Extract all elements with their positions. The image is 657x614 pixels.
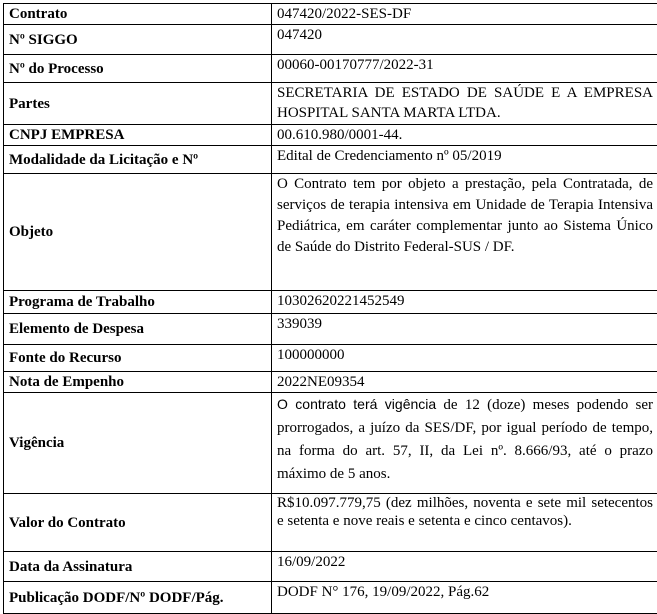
row-label: Vigência: [4, 393, 272, 494]
table-row: [4, 552, 657, 582]
row-label: Fonte do Recurso: [4, 345, 272, 372]
table-row: [4, 314, 657, 345]
row-label: Data da Assinatura: [4, 552, 272, 582]
row-label: Elemento de Despesa: [4, 314, 272, 345]
row-value: 047420/2022-SES-DF: [272, 4, 657, 25]
table-row: [4, 174, 657, 291]
table-row: [4, 125, 657, 146]
row-value: SECRETARIA DE ESTADO DE SAÚDE E A EMPRESA HOSPITAL SANTA MARTA LTDA.: [272, 83, 657, 125]
row-label: Nº SIGGO: [4, 25, 272, 55]
vigencia-prefix: O contrato terá vigência: [277, 396, 436, 412]
table-row: [4, 393, 657, 494]
row-label: CNPJ EMPRESA: [4, 125, 272, 146]
row-value: 100000000: [272, 345, 657, 372]
table-row: [4, 25, 657, 55]
table-row: [4, 345, 657, 372]
row-label: Nº do Processo: [4, 55, 272, 83]
table-row: [4, 83, 657, 125]
row-label: Publicação DODF/Nº DODF/Pág.: [4, 582, 272, 614]
row-value: 10302620221452549: [272, 291, 657, 314]
row-label: Nota de Empenho: [4, 372, 272, 393]
row-label: Partes: [4, 83, 272, 125]
row-value: O Contrato tem por objeto a prestação, pela Contratada, de serviços de terapia intensiva em Unidade de Terapia Intensiva Pediátrica, em caráter complementar junto ao Sistema Único de Saúde do Distrito Federal-SUS / DF.: [272, 174, 657, 291]
row-value: 00060-00170777/2022-31: [272, 55, 657, 83]
contract-summary-table: [3, 3, 657, 614]
table-row: [4, 582, 657, 614]
table-row: [4, 372, 657, 393]
table-row: [4, 494, 657, 552]
row-value: 2022NE09354: [272, 372, 657, 393]
row-value: Edital de Credenciamento nº 05/2019: [272, 146, 657, 174]
row-value: 047420: [272, 25, 657, 55]
table-row: [4, 4, 657, 25]
table-row: [4, 55, 657, 83]
row-value: DODF N° 176, 19/09/2022, Pág.62: [272, 582, 657, 614]
row-value: R$10.097.779,75 (dez milhões, noventa e sete mil setecentos e setenta e nove reais e setenta e cinco centavos).: [272, 494, 657, 552]
row-value: 339039: [272, 314, 657, 345]
row-label: Contrato: [4, 4, 272, 25]
row-label: Objeto: [4, 174, 272, 291]
row-label: Modalidade da Licitação e Nº: [4, 146, 272, 174]
vigencia-text: de 12 (doze) meses podendo ser prorrogados, a juízo da SES/DF, por igual período de tempo, na forma do art. 57, II, da Lei nº. 8.666/93, até o prazo máximo de 5 anos.: [277, 397, 653, 482]
row-value: [272, 393, 657, 494]
row-label: Valor do Contrato: [4, 494, 272, 552]
table-row: [4, 146, 657, 174]
table-row: [4, 291, 657, 314]
row-value: 00.610.980/0001-44.: [272, 125, 657, 146]
row-label: Programa de Trabalho: [4, 291, 272, 314]
row-value: 16/09/2022: [272, 552, 657, 582]
